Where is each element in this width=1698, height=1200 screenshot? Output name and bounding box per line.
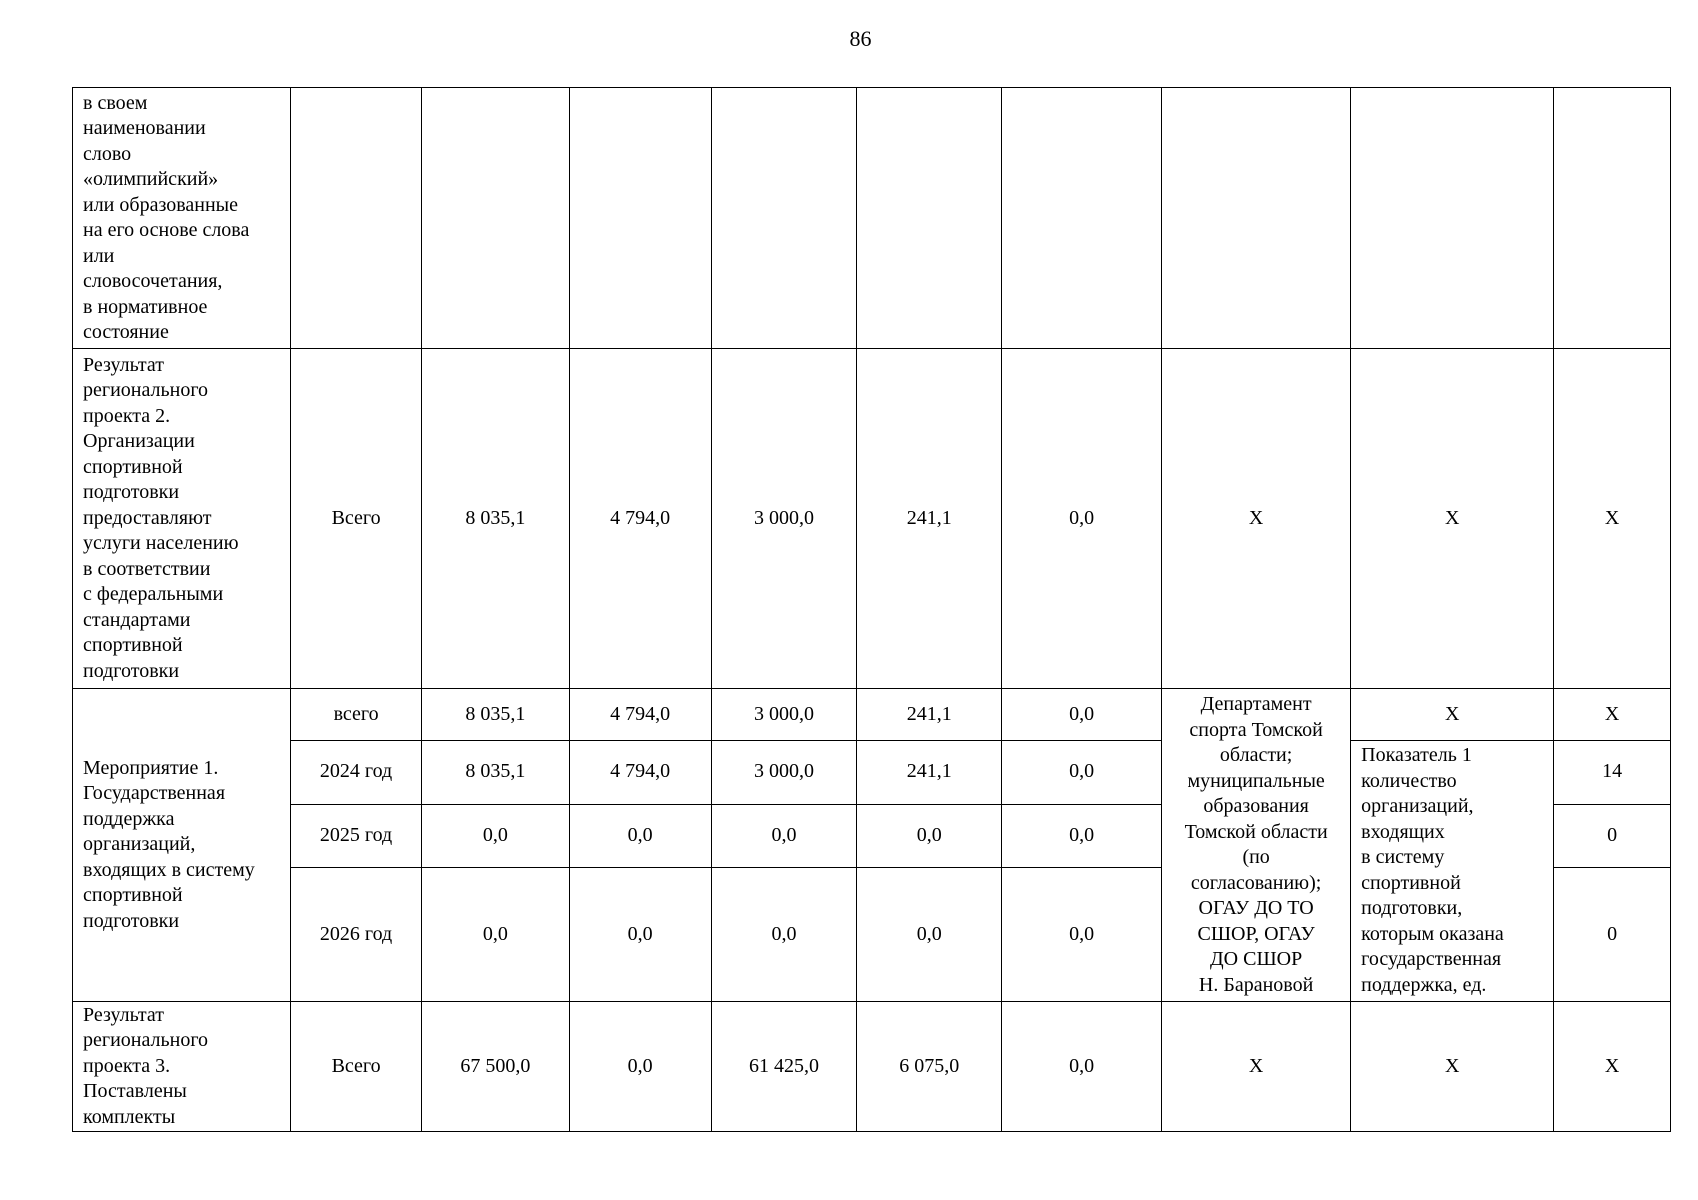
local-cell: 6 075,0	[857, 1001, 1002, 1131]
result-3-name-cell	[73, 1001, 291, 1131]
table-row-measure-1-2024	[73, 740, 1671, 804]
empty-cell	[711, 88, 857, 349]
text-line: подготовки	[83, 481, 180, 504]
other-cell: 0,0	[1002, 349, 1162, 689]
text-line: с федеральными	[83, 583, 224, 606]
text-line: Мероприятие 1.	[83, 756, 219, 779]
federal-cell: 0,0	[569, 804, 711, 868]
federal-cell: 4 794,0	[569, 740, 711, 804]
text-line: Департамент	[1200, 693, 1312, 716]
empty-cell	[569, 88, 711, 349]
text-line: количество	[1361, 769, 1457, 792]
local-cell: 241,1	[857, 740, 1002, 804]
text-line: области;	[1219, 744, 1293, 767]
measure-1-name	[83, 756, 286, 935]
text-line: регионального	[83, 379, 209, 402]
text-line: подготовки	[83, 659, 180, 682]
text-line: входящих	[1361, 820, 1445, 843]
page-number: 86	[849, 26, 872, 51]
text-line: на его основе слова	[83, 219, 250, 242]
text-line: Н. Барановой	[1198, 973, 1314, 996]
text-line: спортивной	[1361, 871, 1461, 894]
indicator-value-cell: 14	[1554, 740, 1671, 804]
text-line: организаций,	[1361, 795, 1474, 818]
continuation-name-cell	[73, 88, 291, 349]
indicator-cell: Х	[1351, 349, 1554, 689]
empty-cell	[1162, 88, 1351, 349]
federal-cell: 0,0	[569, 1001, 711, 1131]
text-line: или	[83, 244, 115, 267]
measure-1-name-cell	[73, 689, 291, 1002]
period-cell: Всего	[291, 349, 422, 689]
text-line: Государственная	[83, 782, 226, 805]
local-cell: 241,1	[857, 349, 1002, 689]
text-line: состояние	[83, 321, 169, 344]
regional-cell: 3 000,0	[711, 740, 857, 804]
text-line: стандартами	[83, 608, 191, 631]
period-cell: всего	[291, 689, 422, 741]
table-row-result-3	[73, 1001, 1671, 1131]
executor-cell: Х	[1162, 349, 1351, 689]
regional-cell: 0,0	[711, 868, 857, 1002]
local-cell: 0,0	[857, 804, 1002, 868]
text-line: спортивной	[83, 455, 183, 478]
local-cell: 241,1	[857, 689, 1002, 741]
period-cell: 2025 год	[291, 804, 422, 868]
table-row-continuation	[73, 88, 1671, 349]
text-line: комплекты	[83, 1105, 176, 1128]
indicator-value-cell: 0	[1554, 804, 1671, 868]
text-line: (по	[1242, 846, 1270, 869]
text-line: в систему	[1361, 846, 1445, 869]
indicator-cell: Х	[1351, 1001, 1554, 1131]
text-line: ДО СШОР	[1210, 948, 1303, 971]
indicator-value-cell: Х	[1554, 1001, 1671, 1131]
text-line: поддержка, ед.	[1361, 973, 1487, 996]
text-line: Поставлены	[83, 1080, 187, 1103]
text-line: согласованию);	[1190, 871, 1322, 894]
text-line: или образованные	[83, 193, 238, 216]
regional-cell: 3 000,0	[711, 689, 857, 741]
text-line: Томской области	[1184, 820, 1328, 843]
text-line: в соответствии	[83, 557, 211, 580]
executor-cell: Х	[1162, 1001, 1351, 1131]
text-line: СШОР, ОГАУ	[1197, 922, 1315, 945]
period-cell: Всего	[291, 1001, 422, 1131]
text-line: регионального	[83, 1029, 209, 1052]
text-line: организаций,	[83, 833, 196, 856]
text-line: Результат	[83, 1003, 165, 1026]
measure-1-executor	[1166, 692, 1346, 998]
other-cell: 0,0	[1002, 689, 1162, 741]
indicator-value-cell: Х	[1554, 349, 1671, 689]
regional-cell: 61 425,0	[711, 1001, 857, 1131]
text-line: Организации	[83, 430, 195, 453]
empty-cell	[421, 88, 569, 349]
table-row-measure-1-total	[73, 689, 1671, 741]
text-line: подготовки,	[1361, 897, 1463, 920]
text-line: входящих в систему	[83, 858, 255, 881]
text-line: поддержка	[83, 807, 175, 830]
empty-cell	[1002, 88, 1162, 349]
total-cell: 67 500,0	[421, 1001, 569, 1131]
regional-cell: 0,0	[711, 804, 857, 868]
total-cell: 8 035,1	[421, 689, 569, 741]
other-cell: 0,0	[1002, 804, 1162, 868]
measure-1-indicator-cell	[1351, 740, 1554, 1001]
total-cell: 8 035,1	[421, 349, 569, 689]
text-line: проекта 3.	[83, 1054, 171, 1077]
measure-1-executor-cell	[1162, 689, 1351, 1002]
empty-cell	[1554, 88, 1671, 349]
period-cell: 2026 год	[291, 868, 422, 1002]
table-row-result-2	[73, 349, 1671, 689]
local-cell: 0,0	[857, 868, 1002, 1002]
indicator-value-cell: 0	[1554, 868, 1671, 1002]
total-cell: 0,0	[421, 804, 569, 868]
text-line: спортивной	[83, 884, 183, 907]
period-cell: 2024 год	[291, 740, 422, 804]
federal-cell: 0,0	[569, 868, 711, 1002]
text-line: ОГАУ ДО ТО	[1198, 897, 1314, 920]
other-cell: 0,0	[1002, 740, 1162, 804]
text-line: которым оказана	[1361, 922, 1504, 945]
text-line: Показатель 1	[1361, 744, 1472, 767]
indicator-cell: Х	[1351, 689, 1554, 741]
text-line: слово	[83, 142, 132, 165]
result-2-name-cell	[73, 349, 291, 689]
text-line: в нормативное	[83, 295, 208, 318]
text-line: спортивной	[83, 634, 183, 657]
other-cell: 0,0	[1002, 868, 1162, 1002]
text-line: услуги населению	[83, 532, 239, 555]
text-line: спорта Томской	[1189, 718, 1323, 741]
total-cell: 8 035,1	[421, 740, 569, 804]
program-table	[72, 87, 1671, 1132]
result-2-name	[83, 353, 286, 685]
text-line: образования	[1203, 795, 1309, 818]
text-line: подготовки	[83, 909, 180, 932]
federal-cell: 4 794,0	[569, 349, 711, 689]
text-line: предоставляют	[83, 506, 212, 529]
total-cell: 0,0	[421, 868, 569, 1002]
text-line: «олимпийский»	[83, 168, 219, 191]
text-line: в своем	[83, 91, 148, 114]
text-line: муниципальные	[1187, 769, 1325, 792]
text-line: государственная	[1361, 948, 1502, 971]
indicator-value-cell: Х	[1554, 689, 1671, 741]
empty-cell	[291, 88, 422, 349]
measure-1-indicator	[1361, 743, 1553, 998]
text-line: проекта 2.	[83, 404, 171, 427]
continuation-name	[83, 91, 286, 346]
text-line: Результат	[83, 353, 165, 376]
text-line: наименовании	[83, 117, 206, 140]
text-line: словосочетания,	[83, 270, 223, 293]
result-3-name	[83, 1003, 286, 1131]
empty-cell	[857, 88, 1002, 349]
other-cell: 0,0	[1002, 1001, 1162, 1131]
empty-cell	[1351, 88, 1554, 349]
federal-cell: 4 794,0	[569, 689, 711, 741]
regional-cell: 3 000,0	[711, 349, 857, 689]
